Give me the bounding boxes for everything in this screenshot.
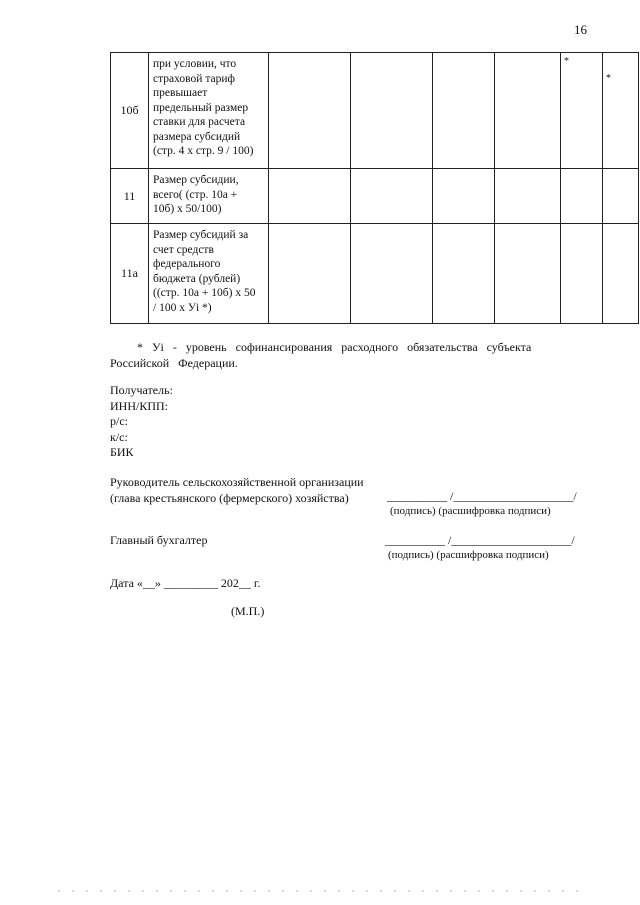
- empty-value-cell: [269, 53, 351, 169]
- row-description-line: размера субсидий: [153, 130, 241, 143]
- empty-value-cell: [561, 169, 603, 224]
- head-signature-block: [110, 475, 364, 506]
- row-description-line: ((стр. 10а + 10б) х 50: [153, 287, 256, 299]
- row-number-cell: 11: [111, 169, 149, 224]
- date-line: Дата «__» _________ 202__ г.: [110, 576, 261, 590]
- row-description-line: Размер субсидий за: [153, 229, 249, 241]
- footnote-line-1: * Уi - уровень софинансирования расходного обязательства субъекта: [137, 340, 532, 354]
- row-description-line: / 100 х Уi *): [153, 301, 212, 314]
- scan-artifact-dots: [58, 890, 578, 892]
- empty-value-cell: [351, 169, 433, 224]
- row-number-cell: 11а: [111, 224, 149, 324]
- row-description-cell: [149, 53, 269, 169]
- footnote-line-2: Российской Федерации.: [110, 356, 238, 370]
- head-title-line-2: (глава крестьянского (фермерского) хозяйства): [110, 490, 349, 505]
- row-description-cell: [149, 224, 269, 324]
- head-signature-line: __________ /____________________/: [387, 489, 577, 503]
- recipient-label: Получатель:: [110, 383, 173, 397]
- margin-asterisk-mark: *: [606, 73, 611, 84]
- bik-label: БИК: [110, 445, 134, 459]
- chief-accountant-signature-caption: (подпись) (расшифровка подписи): [388, 549, 549, 561]
- head-signature-caption: (подпись) (расшифровка подписи): [390, 505, 551, 517]
- empty-value-cell: [351, 224, 433, 324]
- chief-accountant-signature-line: __________ /____________________/: [385, 533, 575, 547]
- empty-value-cell: [495, 53, 561, 169]
- footnote: [110, 339, 590, 371]
- row-description-cell: [149, 169, 269, 224]
- empty-value-cell: [603, 53, 639, 169]
- table-row: [111, 169, 639, 224]
- empty-value-cell: [561, 224, 603, 324]
- row-description-line: федерального: [153, 258, 221, 270]
- empty-value-cell: [495, 169, 561, 224]
- empty-value-cell: [495, 224, 561, 324]
- row-number-cell: 10б: [111, 53, 149, 169]
- row-description-line: при условии, что: [153, 58, 237, 70]
- recipient-requisites: [110, 383, 173, 461]
- empty-value-cell: [269, 224, 351, 324]
- table-row: [111, 53, 639, 169]
- row-description-line: Размер субсидии,: [153, 174, 239, 186]
- row-description-line: (стр. 4 х стр. 9 / 100): [153, 145, 254, 157]
- empty-value-cell: [433, 169, 495, 224]
- row-description-line: ставки для расчета: [153, 116, 246, 128]
- page-number: 16: [574, 22, 587, 37]
- row-description-line: предельный размер: [153, 101, 249, 114]
- row-description-line: всего( (стр. 10а +: [153, 188, 238, 201]
- row-description-line: превышает: [153, 87, 208, 99]
- empty-value-cell: [561, 53, 603, 169]
- ks-label: к/с:: [110, 429, 128, 444]
- row-description-line: счет средств: [153, 243, 214, 256]
- row-description-line: страховой тариф: [153, 72, 235, 85]
- empty-value-cell: [269, 169, 351, 224]
- table-row: [111, 224, 639, 324]
- inn-kpp-label: ИНН/КПП:: [110, 398, 169, 413]
- table-asterisk-mark: *: [564, 56, 569, 67]
- head-title-line-1: Руководитель сельскохозяйственной организации: [110, 475, 364, 489]
- empty-value-cell: [433, 224, 495, 324]
- row-description-line: 10б) х 50/100): [153, 203, 222, 215]
- empty-value-cell: [351, 53, 433, 169]
- rs-label: р/с:: [110, 414, 128, 428]
- empty-value-cell: [603, 224, 639, 324]
- row-description-line: бюджета (рублей): [153, 272, 241, 285]
- empty-value-cell: [603, 169, 639, 224]
- chief-accountant-label: Главный бухгалтер: [110, 533, 208, 547]
- empty-value-cell: [433, 53, 495, 169]
- subsidy-calculation-table: [110, 52, 639, 324]
- stamp-place: (М.П.): [231, 604, 265, 618]
